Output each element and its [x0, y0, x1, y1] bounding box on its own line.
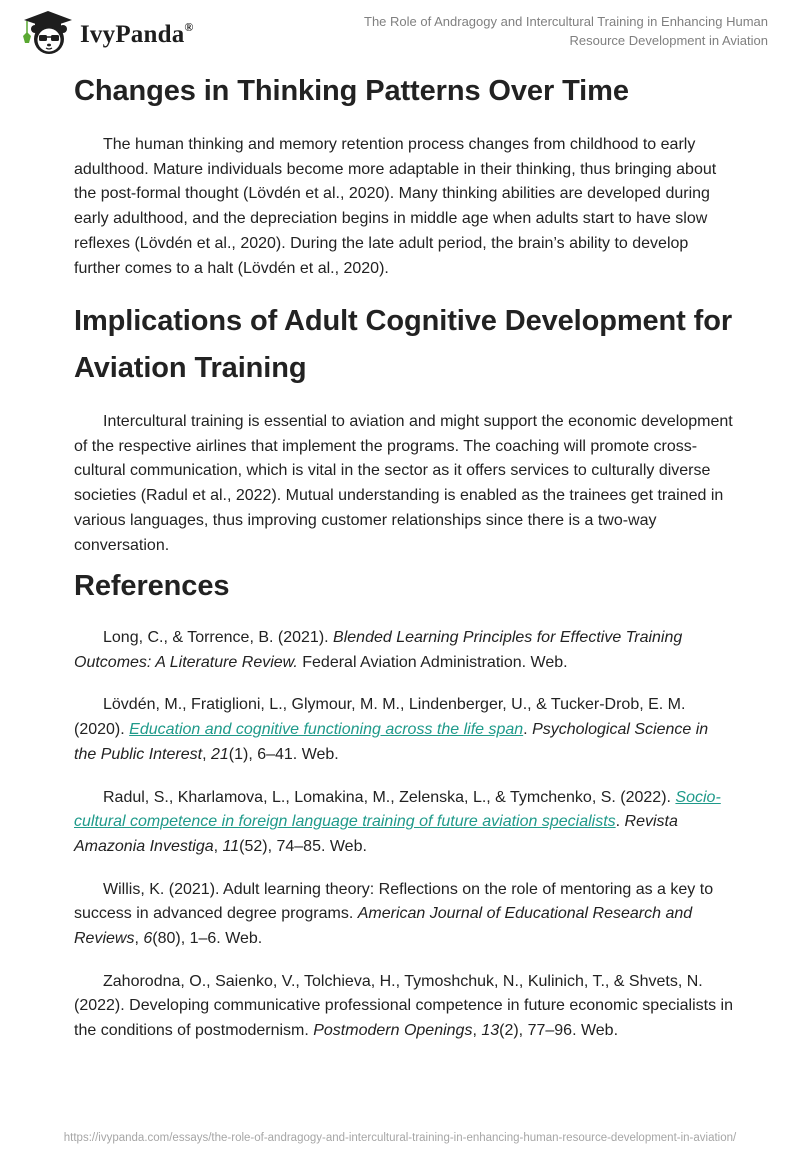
reference-item: Willis, K. (2021). Adult learning theory: Reflections on the role of mentoring as a key to success in advanced degree programs. American Journal of Educational Research and Reviews, 6(80), 1–6. Web. [74, 880, 714, 948]
section-heading: Implications of Adult Cognitive Development for Aviation Training [74, 305, 733, 384]
reference-link[interactable]: Socio-cultural competence in foreign language training of future aviation specialists [74, 788, 721, 831]
section-paragraph: The human thinking and memory retention process changes from childhood to early adulthood. Mature individuals become more adaptable in their thinking, thus bringing about the post-formal thought (Lövdén et al., 2020). Many thinking abilities are developed during early adulthood, and the depreciation begins in middle age when adults start to have slow reflexes (Lövdén et al., 2020). During the late adult period, the brain’s ability to develop further comes to a halt (Lövdén et al., 2020). [74, 136, 717, 277]
references-heading: References [74, 570, 230, 602]
reference-item: Long, C., & Torrence, B. (2021). Blended Learning Principles for Effective Training Outcomes: A Literature Review. Federal Aviation Administration. Web. [74, 629, 683, 671]
ivypanda-logo[interactable] [18, 8, 194, 56]
section-implications [74, 298, 734, 558]
reference-link[interactable]: Education and cognitive functioning across the life span [129, 721, 524, 739]
reference-item: Zahorodna, O., Saienko, V., Tolchieva, H., Tymoshchuk, N., Kulinich, T., & Shvets, N. (2022). Developing communicative professional competence in future economic specialists in the conditions of postmodernism. Postmodern Openings, 13(2), 77–96. Web. [74, 972, 733, 1040]
section-heading: Changes in Thinking Patterns Over Time [74, 75, 629, 107]
references-section [74, 566, 734, 1044]
section-thinking-patterns [74, 71, 734, 281]
source-url[interactable]: https://ivypanda.com/essays/the-role-of-andragogy-and-intercultural-training-in-enhancing-human-resource-development-in-aviation/ [63, 1132, 737, 1144]
document-title: The Role of Andragogy and Intercultural Training in Enhancing Human Resource Development in Aviation [364, 14, 768, 48]
logo-text: IvyPanda® [80, 19, 194, 48]
reference-item: Radul, S., Kharlamova, L., Lomakina, M., Zelenska, L., & Tymchenko, S. (2022). Socio-cultural competence in foreign language training of future aviation specialists. Revista Amazonia Investiga, 11(52), 74–85. Web. [74, 788, 721, 855]
reference-item: Lövdén, M., Fratiglioni, L., Glymour, M. M., Lindenberger, U., & Tucker-Drob, E. M. (2020). Education and cognitive functioning across the life span. Psychological Science in the Public Interest, 21(1), 6–41. Web. [74, 696, 709, 763]
page-header [0, 0, 800, 62]
panda-graduate-icon [18, 8, 76, 56]
section-paragraph: Intercultural training is essential to aviation and might support the economic development of the respective airlines that implement the programs. The coaching will promote cross-cultural communication, which is vital in the sector as it offers services to culturally diverse societies (Radul et al., 2022). Mutual understanding is enabled as the trainees get trained in various languages, thus improving customer relationships since there is a two-way conversation. [74, 413, 733, 554]
